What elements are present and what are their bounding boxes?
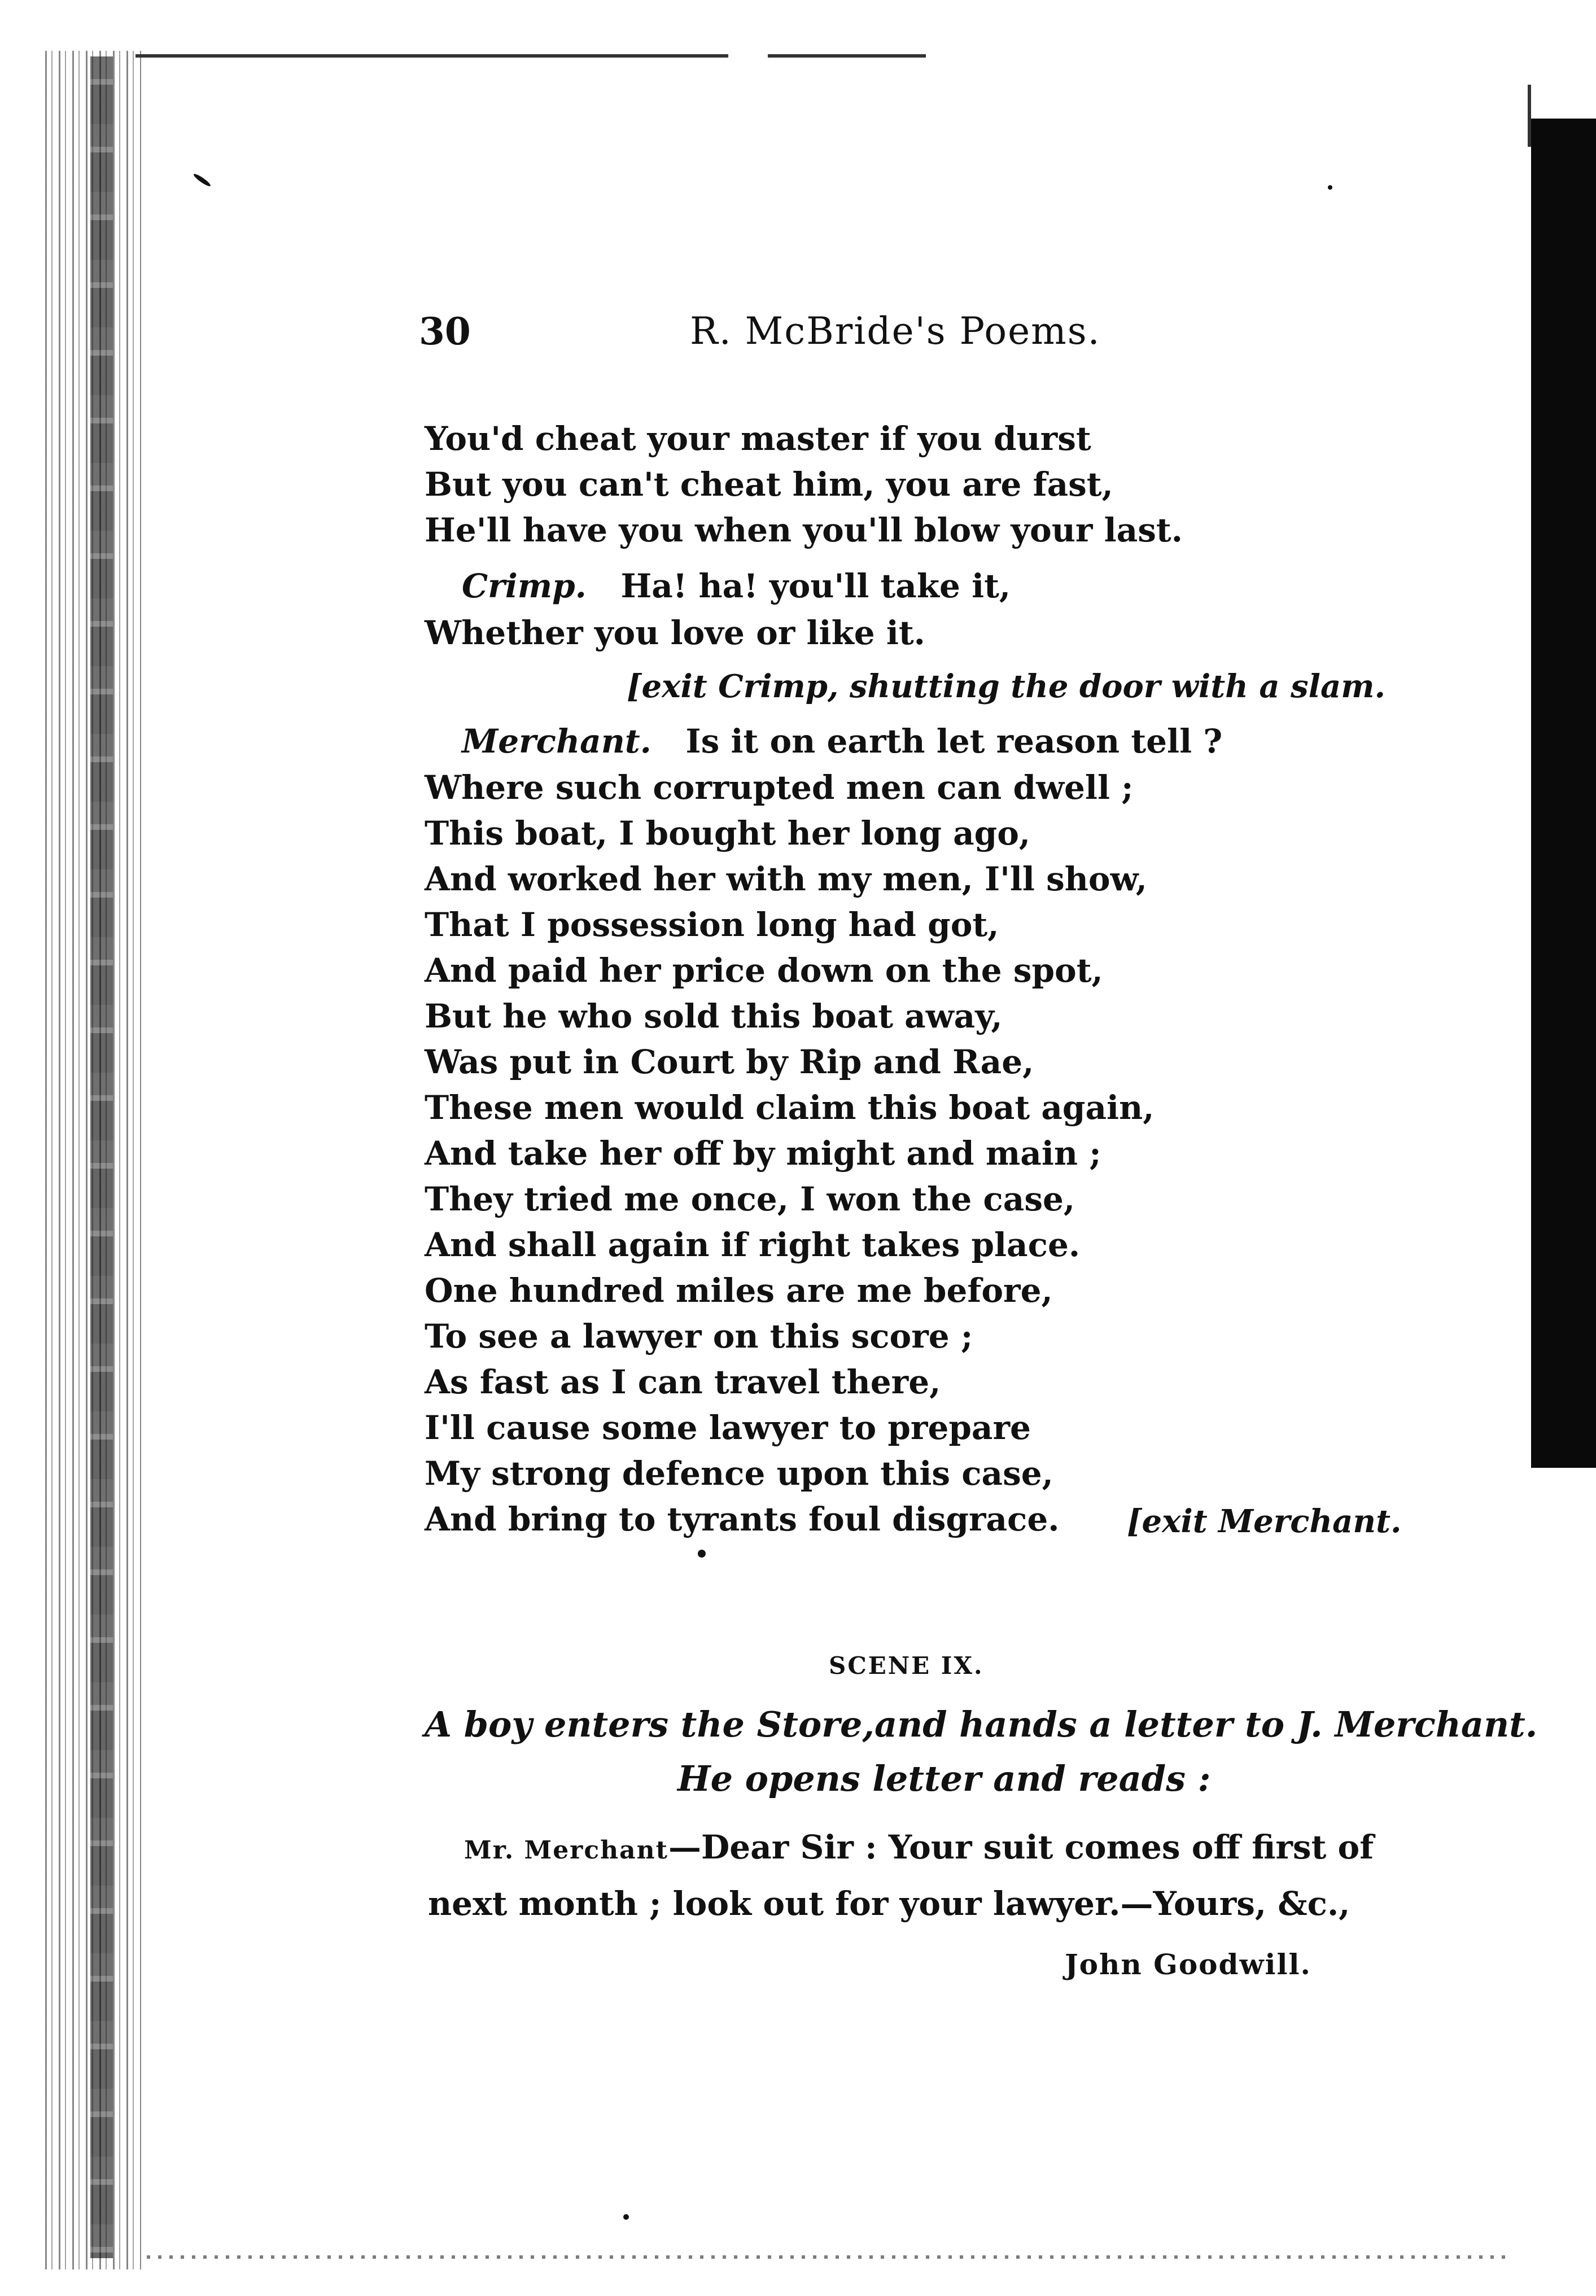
verse-line: And shall again if right takes place. <box>425 1226 1081 1264</box>
stage-direction-exit-merchant: [exit Merchant. <box>1127 1503 1402 1540</box>
verse-line: This boat, I bought her long ago, <box>425 814 1031 852</box>
running-head: R. McBride's Poems. <box>690 309 1101 353</box>
stage-direction-exit-crimp: [exit Crimp, shutting the door with a slam. <box>627 668 1385 705</box>
crimp-line-1: Ha! ha! you'll take it, <box>620 567 1011 605</box>
verse-line: My strong defence upon this case, <box>425 1454 1053 1493</box>
letter-body-2: next month ; look out for your lawyer.—Yours, &c., <box>428 1884 1350 1923</box>
scan-right-edge-top <box>1528 85 1531 147</box>
letter-body-1: —Dear Sir : Your suit comes off first of <box>668 1828 1374 1866</box>
verse-line: As fast as I can travel there, <box>425 1363 941 1401</box>
ink-speck <box>623 2214 629 2220</box>
letter-line-1 <box>464 1828 1374 1866</box>
scene-direction-2: He opens letter and reads : <box>677 1758 1211 1799</box>
crimp-speech-line <box>462 566 1011 606</box>
ink-speck <box>698 1550 706 1558</box>
letter-salutation: Mr. Merchant <box>464 1836 668 1865</box>
page-header <box>0 309 1596 360</box>
verse-line: And take her off by might and main ; <box>425 1134 1101 1173</box>
verse-line: But you can't cheat him, you are fast, <box>425 465 1113 504</box>
verse-line: And worked her with my men, I'll show, <box>425 860 1147 898</box>
verse-line: They tried me once, I won the case, <box>425 1180 1075 1218</box>
verse-line: Where such corrupted men can dwell ; <box>425 768 1134 807</box>
scan-binding-shadow <box>90 56 113 2258</box>
page-number: 30 <box>419 309 471 353</box>
scan-top-border <box>135 54 926 58</box>
verse-line: Was put in Court by Rip and Rae, <box>425 1043 1034 1081</box>
speaker-crimp: Crimp. <box>462 567 587 605</box>
ink-speck <box>1328 185 1332 190</box>
verse-line: But he who sold this boat away, <box>425 997 1003 1035</box>
verse-line: You'd cheat your master if you durst <box>425 419 1091 458</box>
scene-heading: SCENE IX. <box>829 1652 984 1680</box>
speaker-merchant: Merchant. <box>462 722 651 760</box>
merchant-speech-line <box>462 721 1222 761</box>
verse-line: One hundred miles are me before, <box>425 1271 1053 1310</box>
verse-line: To see a lawyer on this score ; <box>425 1317 973 1355</box>
letter-signature: John Goodwill. <box>1065 1948 1311 1981</box>
verse-line: That I possession long had got, <box>425 906 999 944</box>
verse-line: And bring to tyrants foul disgrace. <box>425 1500 1060 1538</box>
verse-line: He'll have you when you'll blow your last. <box>425 511 1183 549</box>
verse-line: And paid her price down on the spot, <box>425 951 1103 990</box>
ink-speck <box>193 172 212 187</box>
crimp-line-2: Whether you love or like it. <box>425 614 925 652</box>
scan-bottom-border <box>147 2255 1513 2259</box>
verse-line: I'll cause some lawyer to prepare <box>425 1409 1031 1447</box>
scene-direction-1: A boy enters the Store,and hands a letter to J. Merchant. <box>425 1704 1538 1745</box>
verse-line: These men would claim this boat again, <box>425 1088 1155 1127</box>
merchant-first-line: Is it on earth let reason tell ? <box>685 722 1223 760</box>
